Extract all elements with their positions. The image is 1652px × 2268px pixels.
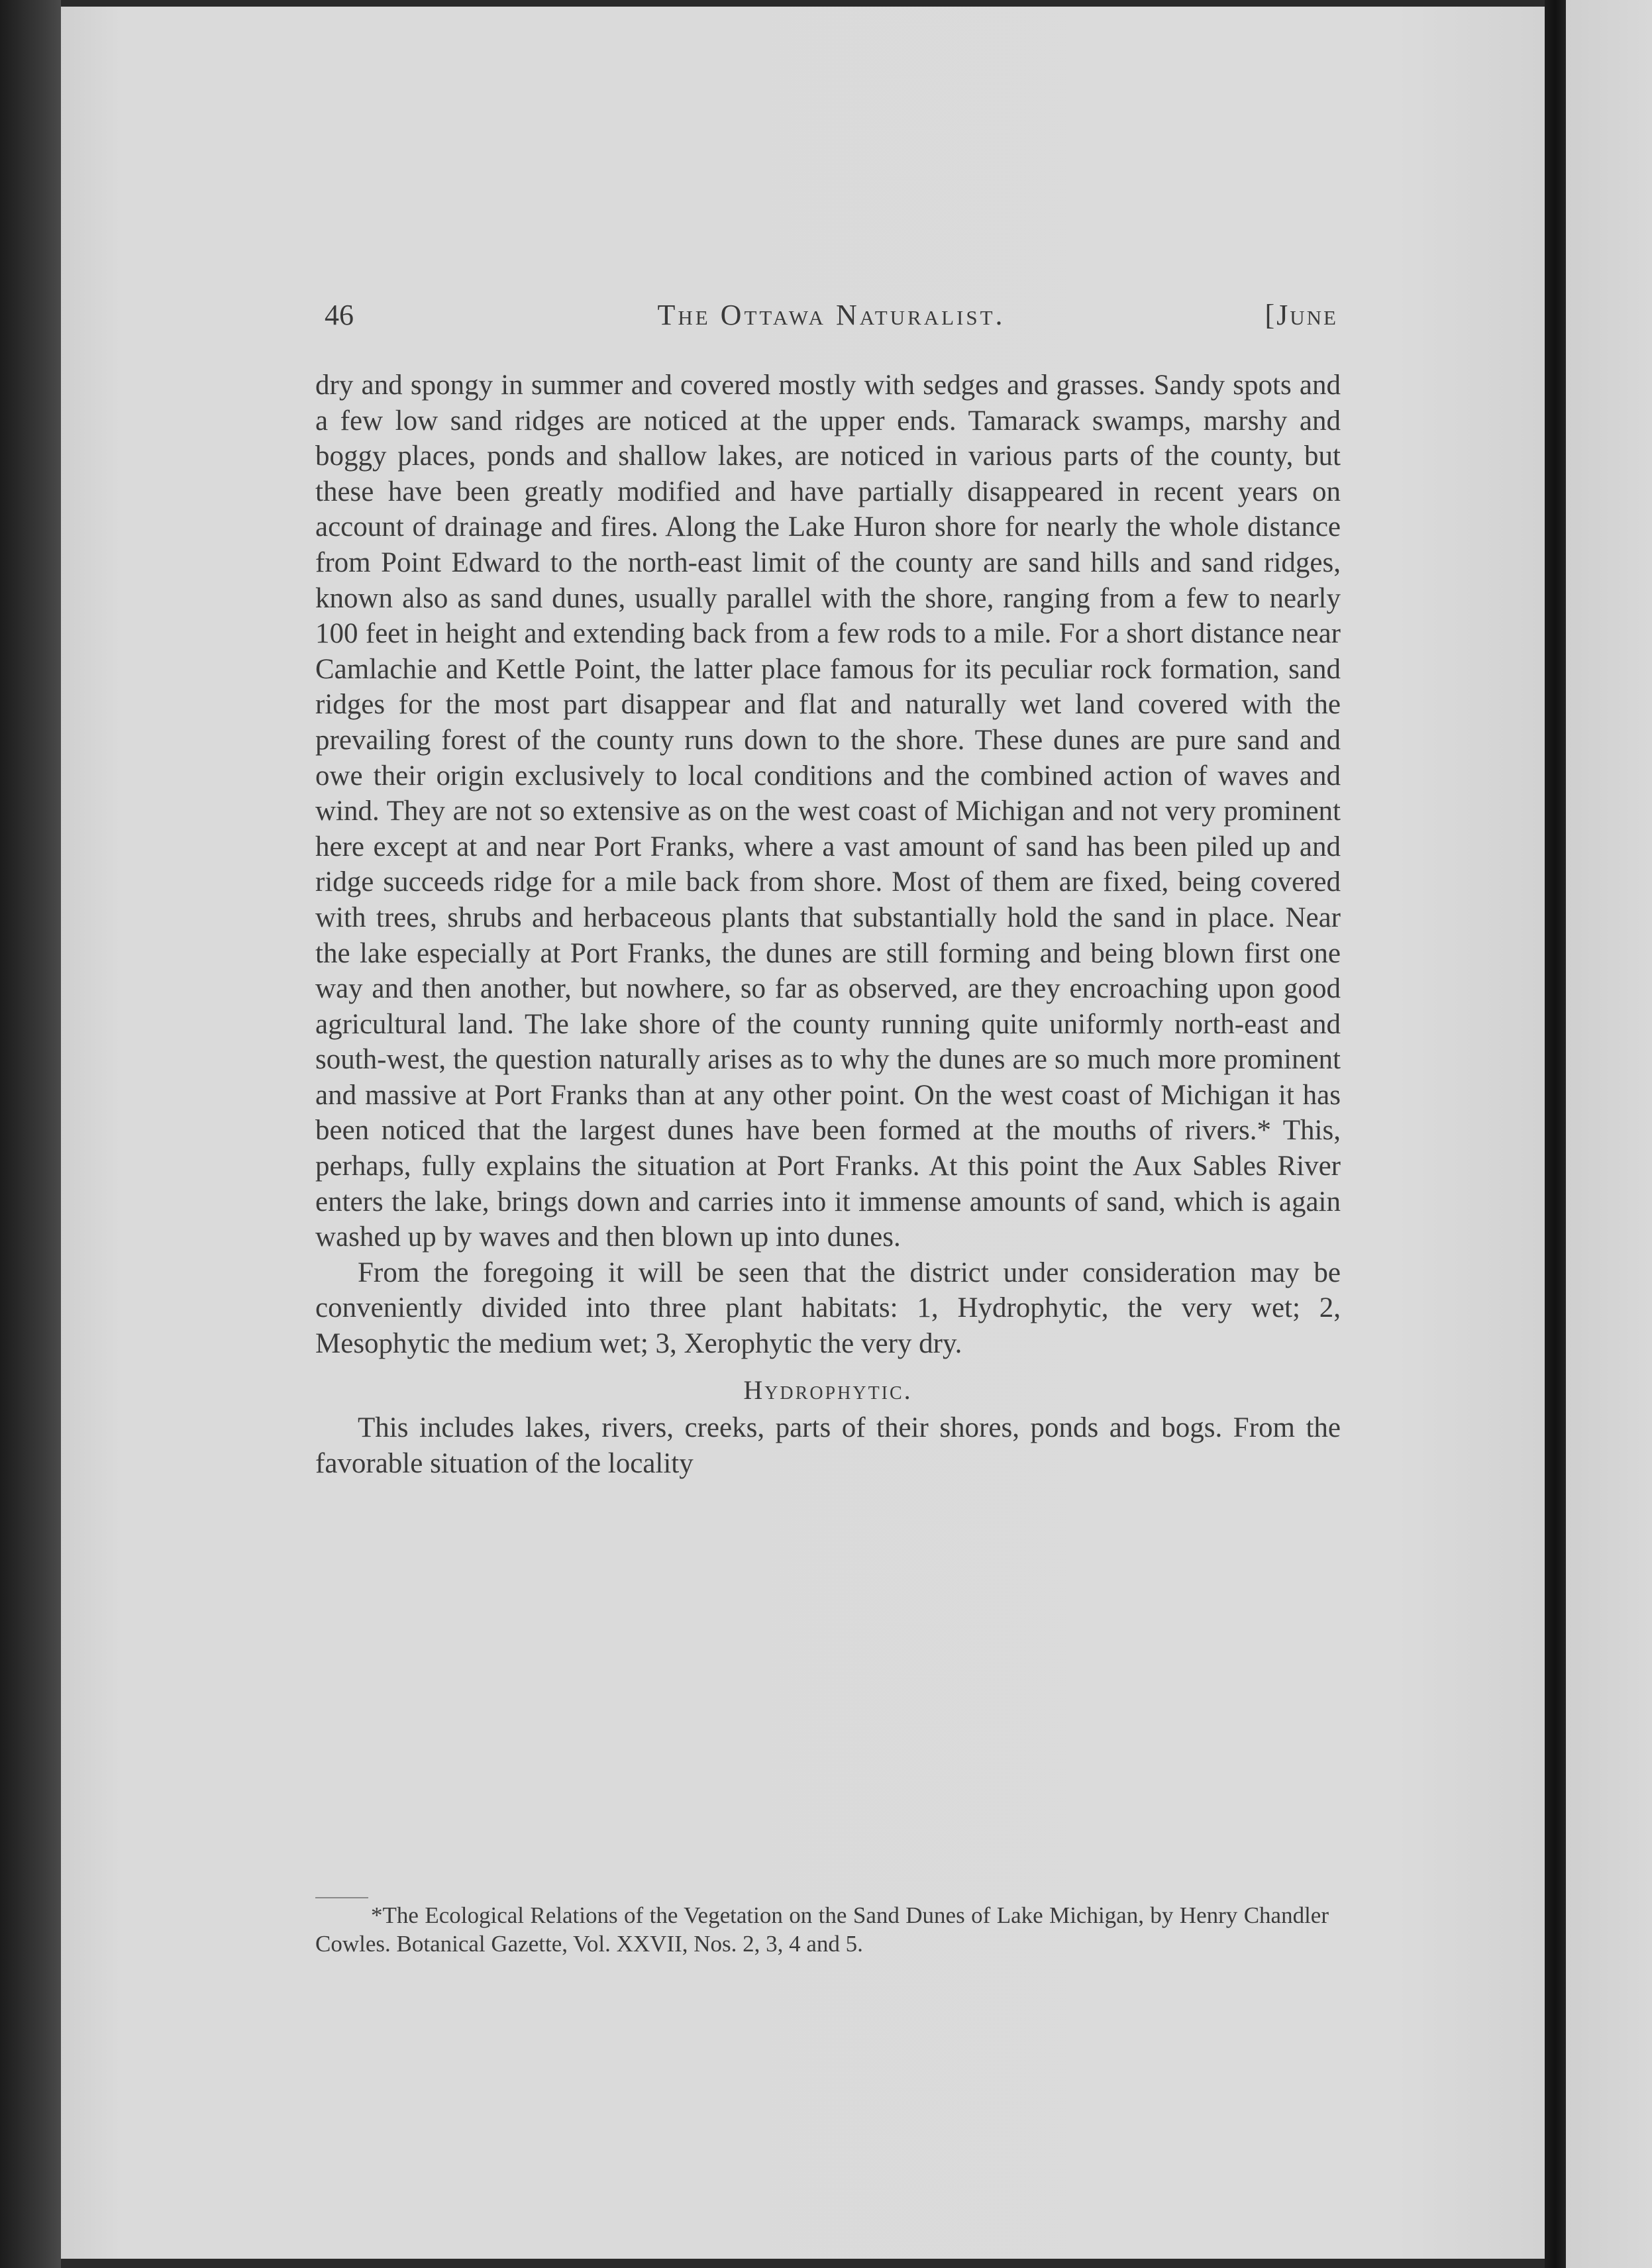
section-heading: Hydrophytic. (743, 1374, 913, 1405)
footnote (315, 1901, 1329, 1958)
paragraph: dry and spongy in summer and covered mostly with sedges and grasses. Sandy spots and a few low sand ridges are noticed at the upper ends. Tamarack swamps, marshy and boggy places, ponds and shallow lakes, are noticed in various parts of the county, but these have been greatly modified and have partially disappeared in recent years on account of drainage and fires. Along the Lake Huron shore for nearly the whole distance from Point Edward to the north-east limit of the county are sand hills and sand ridges, known also as sand dunes, usually parallel with the shore, ranging from a few to nearly 100 feet in height and extending back from a few rods to a mile. For a short distance near Camlachie and Kettle Point, the latter place famous for its peculiar rock formation, sand ridges for the most part disappear and flat and naturally wet land covered with the prevailing forest of the county runs down to the shore. These dunes are pure sand and owe their origin exclusively to local conditions and the combined action of waves and wind. They are not so extensive as on the west coast of Michigan and not very prominent here except at and near Port Franks, where a vast amount of sand has been piled up and ridge succeeds ridge for a mile back from shore. Most of them are fixed, being covered with trees, shrubs and herbaceous plants that substantially hold the sand in place. Near the lake especially at Port Franks, the dunes are still forming and being blown first one way and then another, but nowhere, so far as observed, are they encroaching upon good agricultural land. The lake shore of the county running quite uniformly north-east and south-west, the question naturally arises as to why the dunes are so much more prominent and massive at Port Franks than at any other point. On the west coast of Michigan it has been noticed that the largest dunes have been formed at the mouths of rivers.* This, perhaps, fully explains the situation at Port Franks. At this point the Aux Sables River enters the lake, brings down and carries into it immense amounts of sand, which is again washed up by waves and then blown up into dunes. (315, 370, 1341, 1253)
book-gutter (1545, 0, 1566, 2268)
footnote-text: *The Ecological Relations of the Vegetation on the Sand Dunes of Lake Michigan, by Henry Chandler Cowles. Botanical Gazette, Vol. XXVII, Nos. 2, 3, 4 and 5. (315, 1902, 1329, 1957)
journal-title: The Ottawa Naturalist. (657, 299, 1006, 331)
facing-page-edge (1566, 0, 1652, 2268)
footnote-rule (315, 1897, 368, 1898)
issue-month: [June (1265, 299, 1338, 331)
paragraph: From the foregoing it will be seen that the district under consideration may be conveniently divided into three plant habitats: 1, Hydrophytic, the very wet; 2, Mesophytic the medium wet; 3, Xerophytic the very dry. (315, 1257, 1341, 1360)
body-text (315, 368, 1341, 1481)
paragraph: This includes lakes, rivers, creeks, parts of their shores, ponds and bogs. From the favorable situation of the locality (315, 1412, 1341, 1479)
scan-background-left (0, 0, 61, 2268)
page-number: 46 (325, 299, 354, 331)
running-head (325, 298, 1338, 338)
